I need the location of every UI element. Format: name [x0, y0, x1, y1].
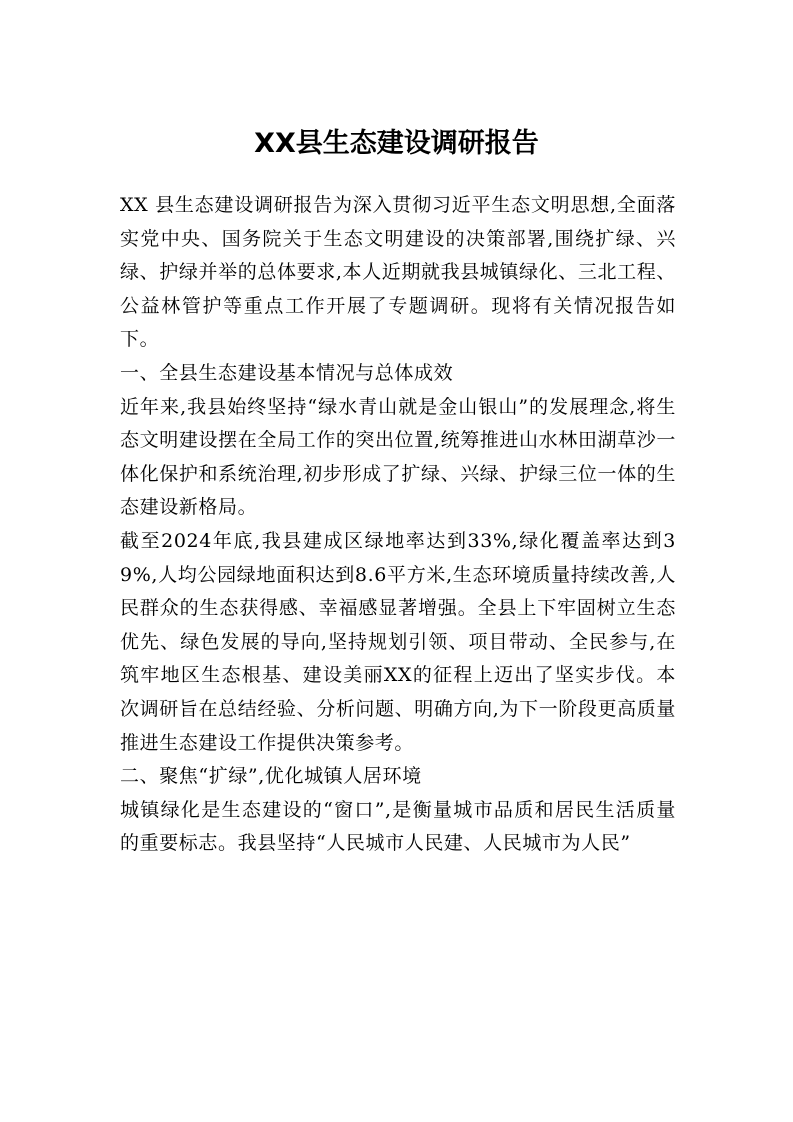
section-2-paragraph-1: 城镇绿化是生态建设的“窗口”,是衡量城市品质和居民生活质量的重要标志。我县坚持“人民城市人民建、人民城市为人民” [120, 798, 676, 855]
section-1-paragraph-1: 近年来,我县始终坚持“绿水青山就是金山银山”的发展理念,将生态文明建设摆在全局工作的突出位置,统筹推进山水林田湖草沙一体化保护和系统治理,初步形成了扩绿、兴绿、护绿三位一体的生态建设新格局。 [120, 395, 676, 519]
document-title: XX县生态建设调研报告 [254, 128, 539, 159]
section-heading-1: 一、全县生态建设基本情况与总体成效 [120, 361, 454, 384]
intro-paragraph: XX 县生态建设调研报告为深入贯彻习近平生态文明思想,全面落实党中央、国务院关于生态文明建设的决策部署,围绕扩绿、兴绿、护绿并举的总体要求,本人近期就我县城镇绿化、三北工程、公益林管护等重点工作开展了专题调研。现将有关情况报告如下。 [120, 194, 676, 351]
section-heading-2: 二、聚焦“扩绿”,优化城镇人居环境 [120, 765, 422, 788]
document-body [120, 189, 676, 861]
section-1-paragraph-2: 截至2024年底,我县建成区绿地率达到33%,绿化覆盖率达到39%,人均公园绿地面积达到8.6平方米,生态环境质量持续改善,人民群众的生态获得感、幸福感显著增强。全县上下牢固树立生态优先、绿色发展的导向,坚持规划引领、项目带动、全民参与,在筑牢地区生态根基、建设美丽XX的征程上迈出了坚实步伐。本次调研旨在总结经验、分析问题、明确方向,为下一阶段更高质量推进生态建设工作提供决策参考。 [120, 529, 676, 754]
